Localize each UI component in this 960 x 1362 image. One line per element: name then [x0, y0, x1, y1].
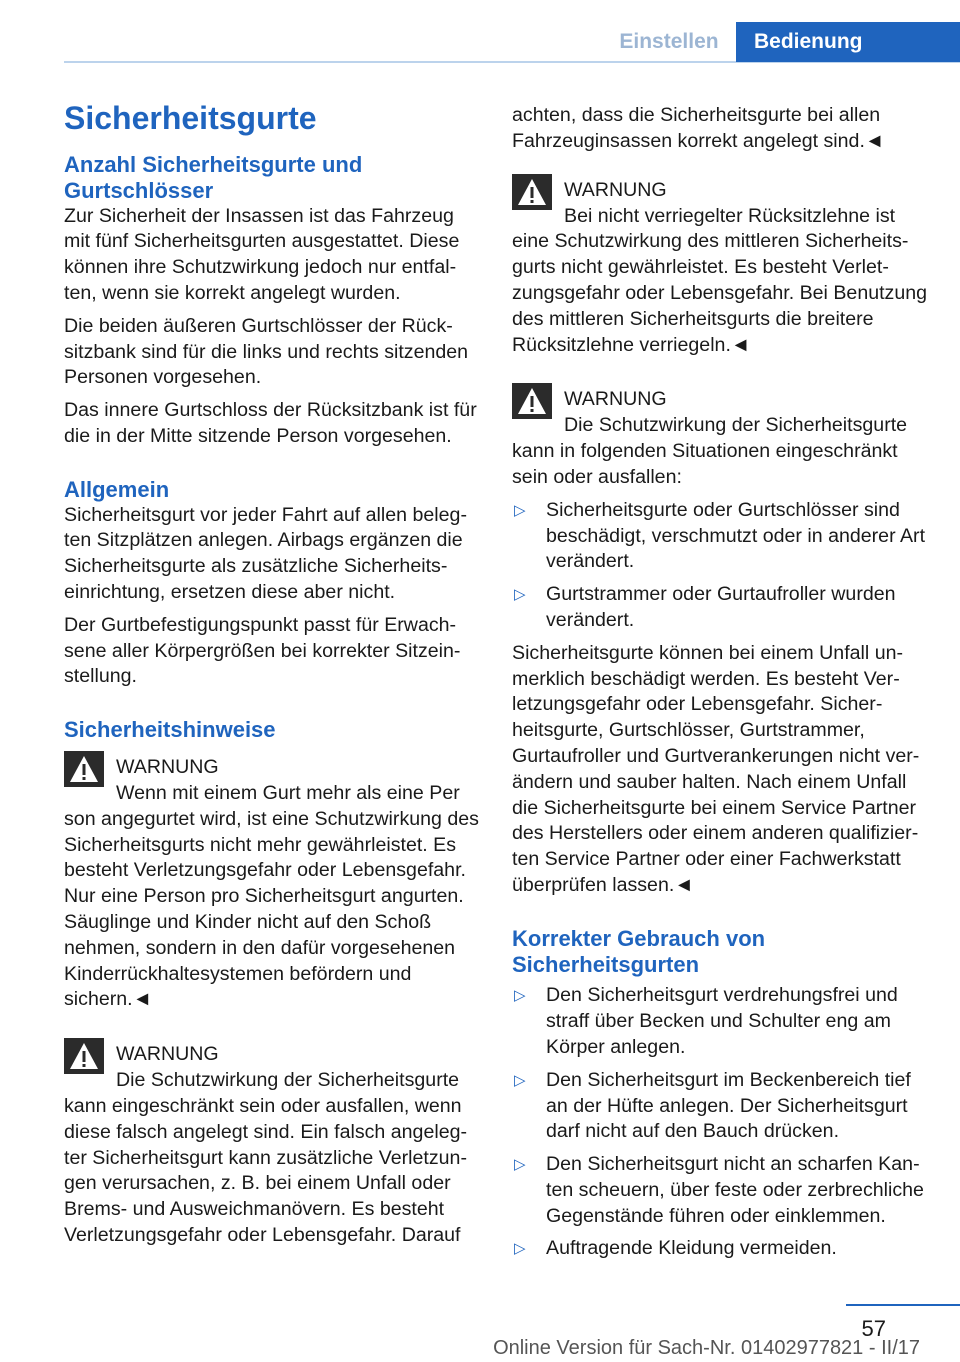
warning-text: Die Schutzwirkung der Sicherheitsgurte — [116, 1069, 460, 1092]
list-item: ▷ Den Sicherheitsgurt im Beckenbereich tief an der Hüfte anlegen. Der Sicherheitsgurt darf nicht auf den Bauch drücken. — [514, 1068, 911, 1143]
bullet-triangle-icon: ▷ — [514, 1071, 526, 1089]
footer-rule — [846, 1304, 960, 1306]
warning-text: Die Schutzwirkung der Sicherheitsgurte — [564, 414, 908, 437]
warning-triangle-icon — [64, 1038, 104, 1074]
online-version-note: Online Version für Sach-Nr. 01402977821 - II/17 — [493, 1337, 920, 1359]
bullet-triangle-icon: ▷ — [514, 1240, 526, 1258]
warning-text: Bei nicht verriegelter Rücksitzlehne ist — [564, 204, 896, 227]
bullet-triangle-icon: ▷ — [514, 586, 526, 604]
list-item: ▷ Gurtstrammer oder Gurtaufroller wurden verändert. — [514, 583, 896, 631]
section-heading-korrekter-gebrauch: Korrekter Gebrauch von Sicherheitsgurten — [512, 925, 766, 977]
section-heading-anzahl: Anzahl Sicherheitsgurte und Gurtschlösser — [64, 152, 363, 203]
left-column — [64, 98, 480, 1256]
paragraph: Sicherheitsgurt vor jeder Fahrt auf allen belegten Sitzplätzen anlegen. Airbags ergänzen die Sicherheitsgurte als zusätzliche Sicherheitseinrichtung, ersetzen diese aber nicht. — [64, 503, 467, 603]
warning-title: WARNUNG — [116, 1043, 219, 1066]
bullet-triangle-icon: ▷ — [514, 501, 526, 519]
tab-bedienung[interactable]: Bedienung — [736, 22, 960, 62]
bullet-triangle-icon: ▷ — [514, 987, 526, 1005]
section-heading-allgemein: Allgemein — [64, 476, 170, 502]
warning-text: Wenn mit einem Gurt mehr als eine Per — [116, 781, 460, 804]
warning-triangle-icon — [512, 174, 552, 210]
bullet-triangle-icon: ▷ — [514, 1156, 526, 1174]
paragraph: Das innere Gurtschloss der Rücksitzbank ist für die in der Mitte sitzende Person vorgesehen. — [64, 399, 477, 447]
page-title: Sicherheitsgurte — [64, 100, 317, 136]
warning-box — [64, 755, 480, 1013]
list-item: ▷ Den Sicherheitsgurt verdrehungsfrei und straff über Becken und Schulter eng am Körper anlegen. — [514, 984, 898, 1058]
section-heading-sicherheitshinweise: Sicherheitshinweise — [64, 717, 276, 743]
warning-title: WARNUNG — [564, 388, 667, 411]
paragraph: achten, dass die Sicherheitsgurte bei allen Fahrzeuginsassen korrekt angelegt sind.◄ — [512, 104, 885, 152]
list-item: ▷ Den Sicherheitsgurt nicht an scharfen Kanten scheuern, über feste oder zerbrechliche Gegenstände führen oder einklemmen. — [514, 1153, 924, 1227]
page-number: 57 — [861, 1316, 886, 1341]
paragraph: Die beiden äußeren Gurtschlösser der Rücksitzbank sind für die links und rechts sitzenden Personen vorgesehen. — [64, 314, 469, 389]
warning-text: kann in folgenden Situationen eingeschränkt sein oder ausfallen: — [512, 440, 898, 488]
warning-title: WARNUNG — [564, 178, 667, 201]
warning-triangle-icon — [64, 751, 104, 787]
warning-box — [64, 1042, 480, 1249]
warning-text: eine Schutzwirkung des mittleren Sicherheitsgurts nicht gewährleistet. Es besteht Verletzungsgefahr oder Lebensgefahr. Bei Benutzung des mittleren Sicherheitsgurts die breitere Rücksitzlehne verriegeln.◄ — [512, 230, 928, 356]
list-item: ▷ Auftragende Kleidung vermeiden. — [512, 1236, 928, 1262]
warning-triangle-icon — [512, 383, 552, 419]
right-column — [512, 103, 928, 1269]
tab-einstellen[interactable]: Einstellen — [619, 30, 719, 53]
list-item: ▷ Sicherheitsgurte oder Gurtschlösser sind beschädigt, verschmutzt oder in anderer Art verändert. — [514, 498, 926, 573]
warning-box — [512, 387, 928, 490]
warning-text: kann eingeschränkt sein oder ausfallen, wenn diese falsch angelegt sind. Ein falsch angelegter Sicherheitsgurt kann zusätzliche Verletzungen verursachen, z. B. bei einem Unfall oder Brems- und Ausweichmanövern. Es besteht Verletzungsgefahr oder Lebensgefahr. Darauf — [64, 1094, 468, 1246]
warning-title: WARNUNG — [116, 755, 219, 778]
warning-list — [512, 498, 928, 634]
warning-box — [512, 178, 928, 359]
usage-list — [512, 983, 928, 1262]
paragraph: Zur Sicherheit der Insassen ist das Fahrzeug mit fünf Sicherheitsgurten ausgestattet. Diese können ihre Schutzwirkung jedoch nur entfalten, wenn sie korrekt angelegt wurden. — [64, 204, 460, 304]
paragraph: Sicherheitsgurte können bei einem Unfall unmerklich beschädigt werden. Es besteht Verletzungsgefahr oder Lebensgefahr. Sicherheitsgurte, Gurtschlösser, Gurtstrammer, Gurtaufroller und Gurtverankerungen nicht verändern und sauber halten. Nach einem Unfall die Sicherheitsgurte bei einem Service Partner des Herstellers oder einem anderen qualifizierten Service Partner oder einer Fachwerkstatt überprüfen lassen.◄ — [512, 641, 920, 896]
paragraph: Der Gurtbefestigungspunkt passt für Erwachsene aller Körpergrößen bei korrekter Sitzeinstellung. — [64, 613, 461, 688]
warning-text: son angegurtet wird, ist eine Schutzwirkung des Sicherheitsgurts nicht mehr gewährleistet. Es besteht Verletzungsgefahr oder Lebensgefahr. Nur eine Person pro Sicherheitsgurt angurten. Säuglinge und Kinder nicht auf den Schoß nehmen, sondern in den dafür vorgesehenen Kinderrückhaltesystemen befördern und sichern.◄ — [64, 807, 479, 1011]
